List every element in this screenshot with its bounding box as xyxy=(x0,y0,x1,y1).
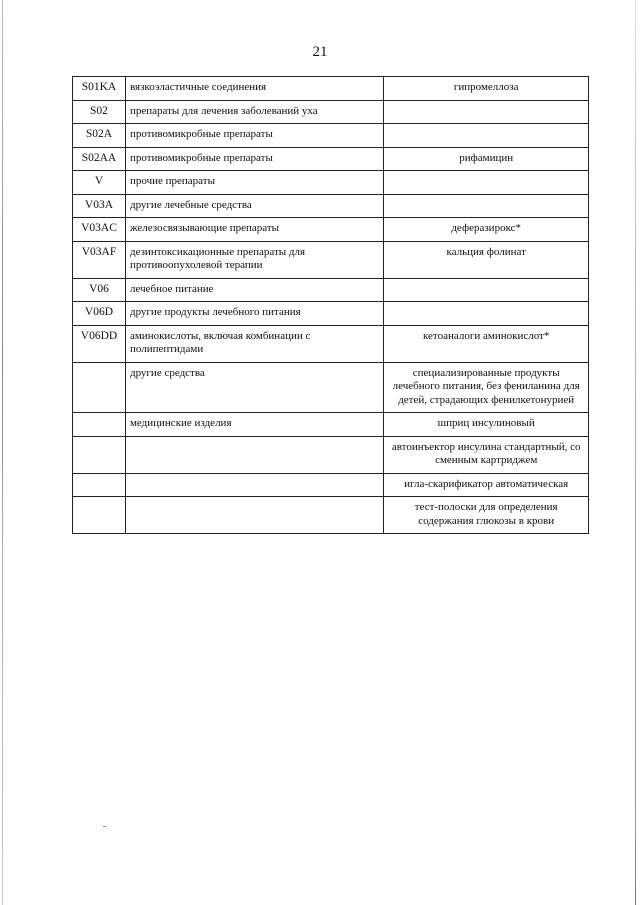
table-row xyxy=(73,278,589,302)
description-cell: медицинские изделия xyxy=(125,413,383,437)
table-row xyxy=(73,325,589,362)
table-row xyxy=(73,302,589,326)
page-number: 21 xyxy=(312,44,328,60)
table-row xyxy=(73,241,589,278)
item-cell: кетоаналоги аминокислот* xyxy=(384,325,589,362)
scan-artifact xyxy=(103,826,106,827)
table-row xyxy=(73,413,589,437)
table-row xyxy=(73,436,589,473)
table-row xyxy=(73,100,589,124)
table-row xyxy=(73,194,589,218)
description-cell: противомикробные препараты xyxy=(125,124,383,148)
drug-list-table xyxy=(72,76,589,534)
description-cell: другие средства xyxy=(125,362,383,413)
atc-code-cell: V03AF xyxy=(73,241,126,278)
table-row xyxy=(73,124,589,148)
item-cell: специализированные продукты лечебного питания, без фениланина для детей, страдающих фенилкетонурией xyxy=(384,362,589,413)
item-cell xyxy=(384,124,589,148)
scan-edge-right xyxy=(635,0,636,905)
item-cell xyxy=(384,302,589,326)
table-row xyxy=(73,362,589,413)
item-cell: шприц инсулиновый xyxy=(384,413,589,437)
description-cell: вязкоэластичные соединения xyxy=(125,77,383,101)
table-row xyxy=(73,218,589,242)
atc-code-cell: V06D xyxy=(73,302,126,326)
atc-code-cell: S01KA xyxy=(73,77,126,101)
item-cell xyxy=(384,278,589,302)
atc-code-cell: V06 xyxy=(73,278,126,302)
table-row xyxy=(73,171,589,195)
description-cell: препараты для лечения заболеваний уха xyxy=(125,100,383,124)
item-cell xyxy=(384,194,589,218)
item-cell xyxy=(384,171,589,195)
table-row xyxy=(73,497,589,534)
atc-code-cell: V06DD xyxy=(73,325,126,362)
atc-code-cell: S02A xyxy=(73,124,126,148)
description-cell xyxy=(125,473,383,497)
atc-code-cell: V xyxy=(73,171,126,195)
item-cell: кальция фолинат xyxy=(384,241,589,278)
atc-code-cell: S02 xyxy=(73,100,126,124)
atc-code-cell: V03A xyxy=(73,194,126,218)
description-cell: другие продукты лечебного питания xyxy=(125,302,383,326)
scan-edge-left xyxy=(2,0,3,905)
item-cell: автоинъектор инсулина стандартный, со сменным картриджем xyxy=(384,436,589,473)
atc-code-cell xyxy=(73,436,126,473)
description-cell: прочие препараты xyxy=(125,171,383,195)
description-cell: противомикробные препараты xyxy=(125,147,383,171)
atc-code-cell: S02AA xyxy=(73,147,126,171)
description-cell: лечебное питание xyxy=(125,278,383,302)
item-cell: гипромеллоза xyxy=(384,77,589,101)
item-cell: деферазирокс* xyxy=(384,218,589,242)
atc-code-cell xyxy=(73,362,126,413)
atc-code-cell xyxy=(73,413,126,437)
item-cell: рифамицин xyxy=(384,147,589,171)
item-cell: игла-скарификатор автоматическая xyxy=(384,473,589,497)
description-cell: дезинтоксикационные препараты для противоопухолевой терапии xyxy=(125,241,383,278)
description-cell: другие лечебные средства xyxy=(125,194,383,218)
atc-code-cell xyxy=(73,473,126,497)
description-cell xyxy=(125,497,383,534)
item-cell: тест-полоски для определения содержания глюкозы в крови xyxy=(384,497,589,534)
table-row xyxy=(73,77,589,101)
description-cell: железосвязывающие препараты xyxy=(125,218,383,242)
table-row xyxy=(73,147,589,171)
description-cell xyxy=(125,436,383,473)
description-cell: аминокислоты, включая комбинации с полипептидами xyxy=(125,325,383,362)
item-cell xyxy=(384,100,589,124)
table-row xyxy=(73,473,589,497)
atc-code-cell: V03AC xyxy=(73,218,126,242)
atc-code-cell xyxy=(73,497,126,534)
